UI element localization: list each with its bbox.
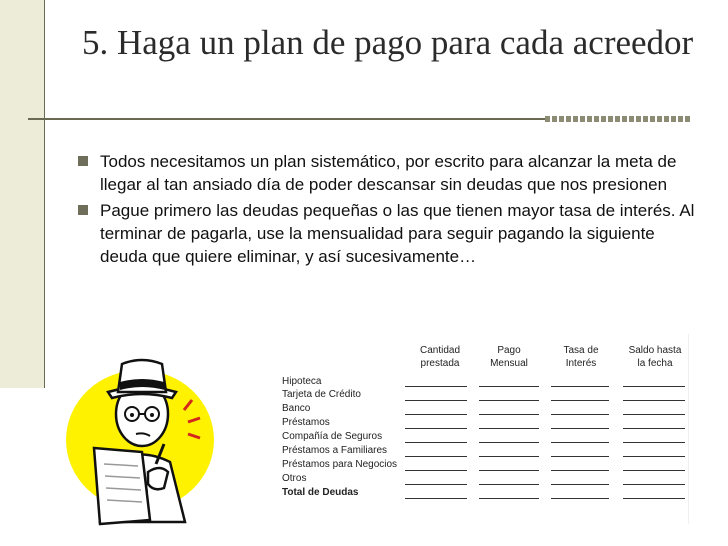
- fill-in-line: [623, 456, 685, 457]
- fill-in-line: [405, 442, 467, 443]
- fill-in-line: [405, 414, 467, 415]
- bullet-item: [78, 150, 698, 196]
- fill-in-line: [479, 442, 539, 443]
- table-row: Hipoteca: [282, 376, 322, 387]
- title-divider-accent: [545, 116, 692, 122]
- fill-in-line: [623, 470, 685, 471]
- table-row: Tarjeta de Crédito: [282, 389, 361, 400]
- table-row: Préstamos para Negocios: [282, 459, 398, 470]
- fill-in-line: [405, 400, 467, 401]
- fill-in-line: [551, 456, 609, 457]
- fill-in-line: [623, 484, 685, 485]
- table-row: Compañía de Seguros: [282, 431, 383, 442]
- column-header: Pago Mensual: [490, 345, 528, 369]
- fill-in-line: [551, 414, 609, 415]
- fill-in-line: [623, 498, 685, 499]
- fill-in-line: [405, 386, 467, 387]
- fill-in-line: [551, 386, 609, 387]
- column-header: Tasa de Interés: [563, 345, 599, 369]
- fill-in-line: [623, 442, 685, 443]
- square-bullet-icon: [78, 156, 88, 166]
- table-row-total: Total de Deudas: [282, 487, 359, 498]
- fill-in-line: [479, 386, 539, 387]
- bullet-text: Pague primero las deudas pequeñas o las que tienen mayor tasa de interés. Al terminar de pagarla, use la mensualidad para seguir pagando la siguiente deuda que quiere eliminar, y así sucesivamente…: [100, 201, 695, 266]
- fill-in-line: [479, 484, 539, 485]
- fill-in-line: [479, 456, 539, 457]
- fill-in-line: [479, 428, 539, 429]
- left-accent-bar: [0, 0, 44, 388]
- square-bullet-icon: [78, 205, 88, 215]
- table-row: Préstamos: [282, 417, 330, 428]
- fill-in-line: [551, 484, 609, 485]
- bullet-list: [78, 150, 698, 272]
- fill-in-line: [623, 428, 685, 429]
- fill-in-line: [405, 456, 467, 457]
- fill-in-line: [623, 414, 685, 415]
- fill-in-line: [405, 428, 467, 429]
- table-row: Banco: [282, 403, 311, 414]
- column-header: Saldo hasta la fecha: [628, 345, 682, 369]
- fill-in-line: [551, 470, 609, 471]
- fill-in-line: [479, 414, 539, 415]
- table-row: Otros: [282, 473, 307, 484]
- bullet-item: [78, 199, 698, 268]
- fill-in-line: [405, 470, 467, 471]
- fill-in-line: [405, 484, 467, 485]
- person-reading-icon: [60, 352, 260, 532]
- fill-in-line: [479, 470, 539, 471]
- slide-title: 5. Haga un plan de pago para cada acreedor: [82, 23, 694, 62]
- fill-in-line: [479, 498, 539, 499]
- fill-in-line: [551, 498, 609, 499]
- bullet-text: Todos necesitamos un plan sistemático, por escrito para alcanzar la meta de llegar al tan ansiado día de poder descansar sin deudas que nos presionen: [100, 152, 677, 194]
- table-row: Préstamos a Familiares: [282, 445, 388, 456]
- fill-in-line: [623, 400, 685, 401]
- fill-in-line: [479, 400, 539, 401]
- fill-in-line: [551, 400, 609, 401]
- fill-in-line: [551, 428, 609, 429]
- fill-in-line: [405, 498, 467, 499]
- fill-in-line: [551, 442, 609, 443]
- left-accent-rule: [44, 0, 45, 388]
- column-header: Cantidad prestada: [419, 345, 461, 369]
- debt-plan-table: [277, 334, 689, 524]
- fill-in-line: [623, 386, 685, 387]
